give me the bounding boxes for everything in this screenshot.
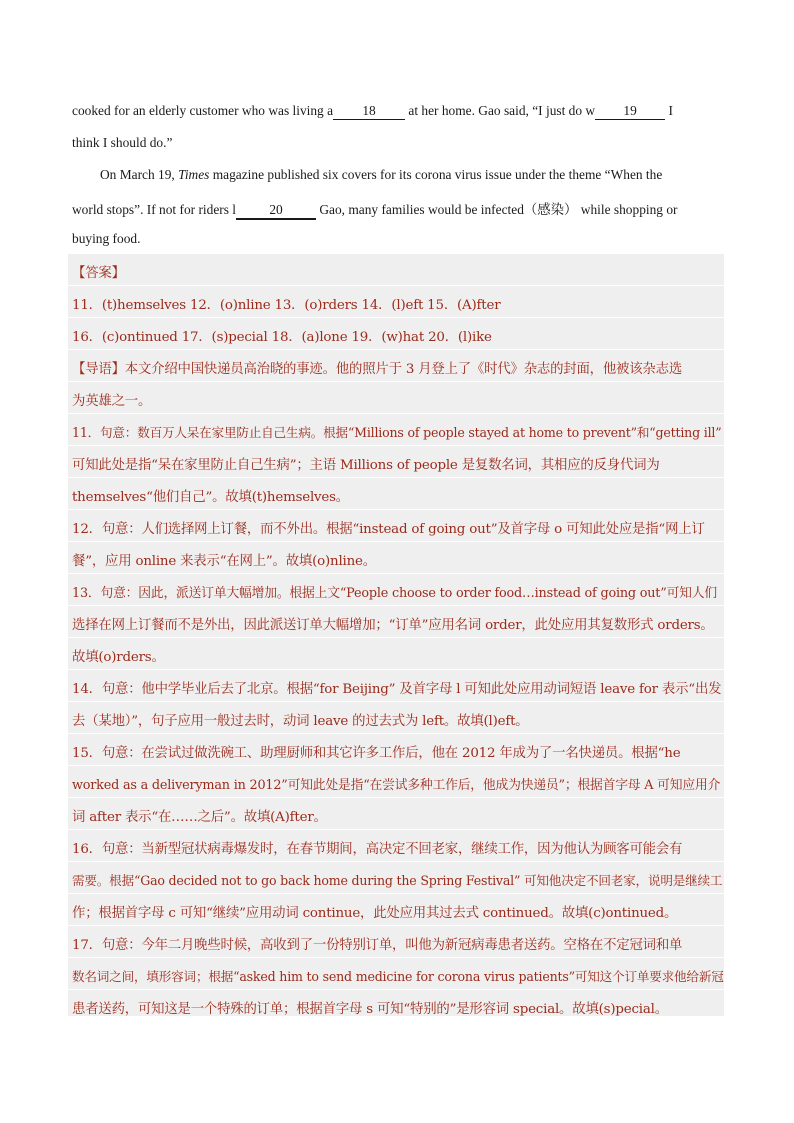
explanation-15: worked as a deliveryman in 2012”可知此处是指“在尝试多种工作后，他成为快递员”；根据首字母 A 可知应用介	[72, 778, 721, 793]
divider	[68, 413, 724, 414]
answer-section	[68, 254, 724, 1016]
blank-20: 20	[236, 203, 316, 220]
explanation-11: 可知此处是指“呆在家里防止自己生病”；主语 Millions of people 是复数名词，其相应的反身代词为	[72, 458, 660, 473]
explanation-15: 15．句意：在尝试过做洗碗工、助理厨师和其它许多工作后，他在 2012 年成为了一名快递员。根据“he	[72, 746, 681, 761]
divider	[68, 765, 724, 766]
divider	[68, 861, 724, 862]
divider	[68, 893, 724, 894]
divider	[68, 669, 724, 670]
answer-row-2: 16．(c)ontinued 17．(s)pecial 18．(a)lone 19．(w)hat 20．(l)ike	[72, 330, 492, 345]
divider	[68, 989, 724, 990]
divider	[68, 317, 724, 318]
passage-text: magazine published six covers for its corona virus issue under the theme “When the	[209, 167, 663, 182]
divider	[68, 509, 724, 510]
guide-text: 为英雄之一。	[72, 394, 152, 409]
blank-18: 18	[333, 104, 405, 120]
divider	[68, 573, 724, 574]
divider	[68, 541, 724, 542]
explanation-16: 16．句意：当新型冠状病毒爆发时，在春节期间，高决定不回老家，继续工作，因为他认为顾客可能会有	[72, 842, 683, 857]
divider	[68, 381, 724, 382]
answer-header: 【答案】	[72, 266, 125, 281]
divider	[68, 445, 724, 446]
passage-text: at her home. Gao said, “I just do w	[408, 103, 596, 118]
explanation-17: 数名词之间，填形容词；根据“asked him to send medicine for corona virus patients”可知这个订单要求他给新冠	[72, 969, 724, 984]
passage-line-1	[72, 103, 673, 120]
passage-line-4	[72, 199, 678, 220]
explanation-15: 词 after 表示“在……之后”。故填(A)fter。	[72, 810, 327, 825]
explanation-17: 17．句意：今年二月晚些时候，高收到了一份特别订单，叫他为新冠病毒患者送药。空格在不定冠词和单	[72, 938, 683, 953]
divider	[68, 285, 724, 286]
passage-text: cooked for an elderly customer who was living a	[72, 103, 334, 118]
explanation-13: 故填(o)rders。	[72, 650, 165, 665]
passage-text: world stops”. If not for riders l	[72, 202, 237, 217]
passage-line-2: think I should do.”	[72, 135, 173, 150]
passage-text: Gao, many families would be infected（感染） while shopping or	[319, 202, 678, 217]
divider	[68, 733, 724, 734]
explanation-11: 11．句意：数百万人呆在家里防止自己生病。根据“Millions of people stayed at home to prevent”和“getting ill”	[72, 425, 722, 440]
divider	[68, 797, 724, 798]
explanation-11: themselves“他们自己”。故填(t)hemselves。	[72, 490, 349, 505]
explanation-16: 需要。根据“Gao decided not to go back home during the Spring Festival” 可知他决定不回老家，说明是继续工	[72, 873, 723, 888]
divider	[68, 477, 724, 478]
divider	[68, 701, 724, 702]
explanation-17: 患者送药，可知这是一个特殊的订单；根据首字母 s 可知“特别的”是形容词 special。故填(s)pecial。	[72, 1002, 668, 1017]
explanation-14: 去（某地）”，句子应用一般过去时，动词 leave 的过去式为 left。故填(l)eft。	[72, 714, 529, 729]
explanation-13: 选择在网上订餐而不是外出，因此派送订单大幅增加；“订单”应用名词 order，此处应用其复数形式 orders。	[72, 618, 714, 633]
divider	[68, 957, 724, 958]
answer-row-1: 11．(t)hemselves 12．(o)nline 13．(o)rders 14．(l)eft 15．(A)fter	[72, 298, 501, 313]
passage-text: I	[668, 103, 673, 118]
explanation-12: 餐”，应用 online 来表示“在网上”。故填(o)nline。	[72, 554, 376, 569]
passage-text: On March 19,	[100, 167, 179, 182]
blank-19: 19	[595, 104, 665, 120]
guide-text: 【导语】本文介绍中国快递员高治晓的事迹。他的照片于 3 月登上了《时代》杂志的封面，他被该杂志选	[72, 362, 683, 377]
divider	[68, 829, 724, 830]
times-title: Times	[178, 167, 210, 182]
divider	[68, 637, 724, 638]
explanation-16: 作；根据首字母 c 可知“继续”应用动词 continue，此处应用其过去式 continued。故填(c)ontinued。	[72, 906, 678, 921]
explanation-12: 12．句意：人们选择网上订餐，而不外出。根据“instead of going out”及首字母 o 可知此处应是指“网上订	[72, 522, 705, 537]
divider	[68, 349, 724, 350]
explanation-13: 13．句意：因此，派送订单大幅增加。根据上文“People choose to order food…instead of going out”可知人们	[72, 586, 717, 601]
explanation-14: 14．句意：他中学毕业后去了北京。根据“for Beijing” 及首字母 l 可知此处应用动词短语 leave for 表示“出发	[72, 682, 722, 697]
passage-line-3	[100, 167, 662, 183]
passage-line-5: buying food.	[72, 231, 141, 246]
divider	[68, 925, 724, 926]
divider	[68, 605, 724, 606]
